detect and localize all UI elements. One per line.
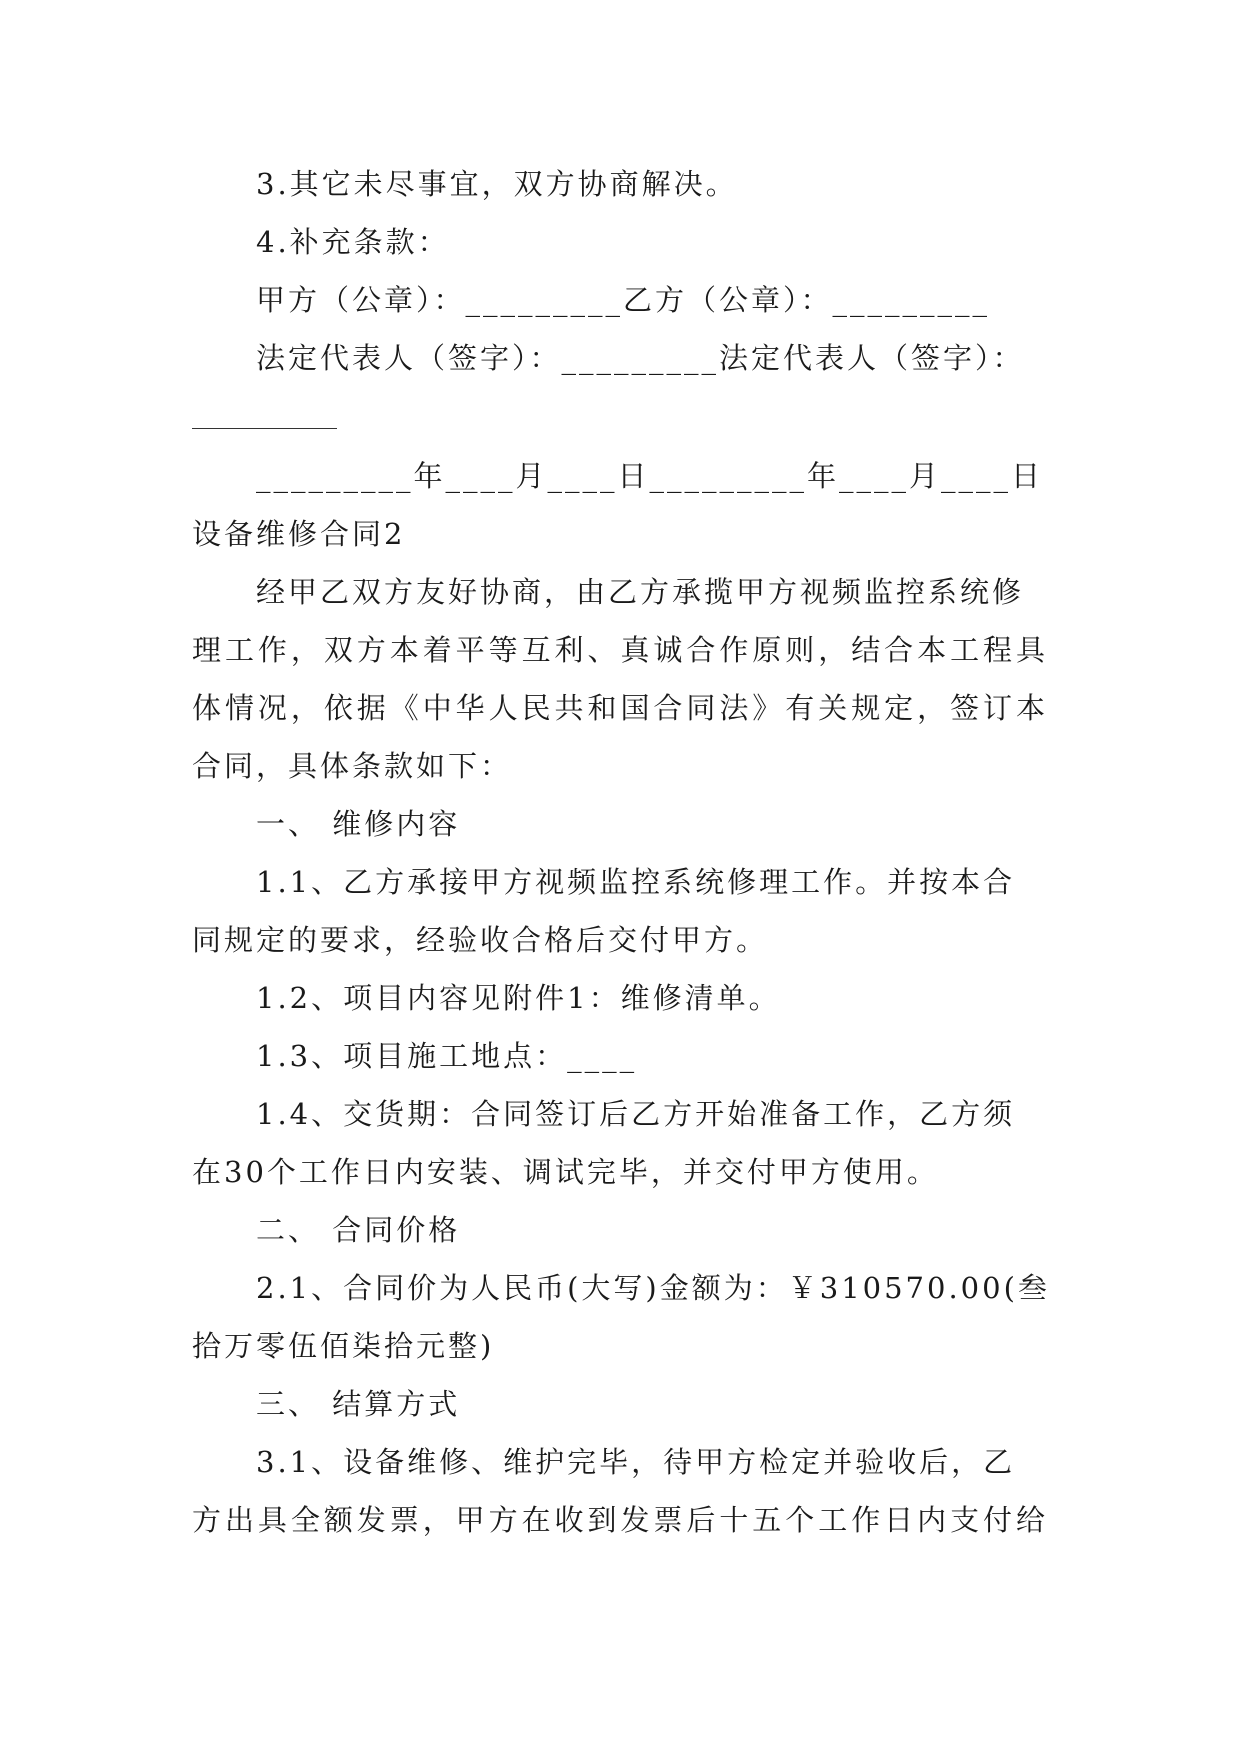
clause-1-4-line-1: 1.4、交货期：合同签订后乙方开始准备工作，乙方须: [256, 1097, 1016, 1131]
clause-1-4-line-2: 在30个工作日内安装、调试完毕，并交付甲方使用。: [192, 1155, 939, 1189]
heading-maintenance-content: 一、 维修内容: [256, 807, 461, 841]
clause-3-1-line-2: 方出具全额发票，甲方在收到发票后十五个工作日内支付给: [192, 1503, 1048, 1537]
intro-paragraph-line-2: 理工作，双方本着平等互利、真诚合作原则，结合本工程具: [192, 633, 1048, 667]
clause-2-1-line-2: 拾万零伍佰柒拾元整): [192, 1329, 495, 1363]
clause-3-1-line-1: 3.1、设备维修、维护完毕，待甲方检定并验收后，乙: [256, 1445, 1016, 1479]
signature-blank-rule: [192, 428, 337, 429]
clause-4-line: 4.补充条款：: [256, 225, 450, 259]
heading-contract-price: 二、 合同价格: [256, 1213, 461, 1247]
date-line: _________年____月____日_________年____月____日: [256, 459, 1044, 493]
clause-1-3-line: 1.3、项目施工地点：____: [256, 1039, 638, 1073]
intro-paragraph-line-3: 体情况，依据《中华人民共和国合同法》有关规定，签订本: [192, 691, 1048, 725]
clause-2-1-line-1: 2.1、合同价为人民币(大写)金额为：￥310570.00(叁: [256, 1271, 1050, 1305]
clause-1-2-line: 1.2、项目内容见附件1：维修清单。: [256, 981, 781, 1015]
party-seal-line: 甲方（公章）：_________乙方（公章）：_________: [256, 283, 991, 317]
heading-settlement-method: 三、 结算方式: [256, 1387, 461, 1421]
clause-3-line: 3.其它未尽事宜，双方协商解决。: [256, 167, 738, 201]
clause-1-1-line-2: 同规定的要求，经验收合格后交付甲方。: [192, 923, 769, 957]
section-title: 设备维修合同2: [192, 517, 406, 551]
intro-paragraph-line-4: 合同，具体条款如下：: [192, 749, 513, 783]
representative-signature-line: 法定代表人（签字）：_________法定代表人（签字）：: [256, 341, 1025, 375]
intro-paragraph-line-1: 经甲乙双方友好协商，由乙方承揽甲方视频监控系统修: [256, 575, 1025, 609]
clause-1-1-line-1: 1.1、乙方承接甲方视频监控系统修理工作。并按本合: [256, 865, 1016, 899]
